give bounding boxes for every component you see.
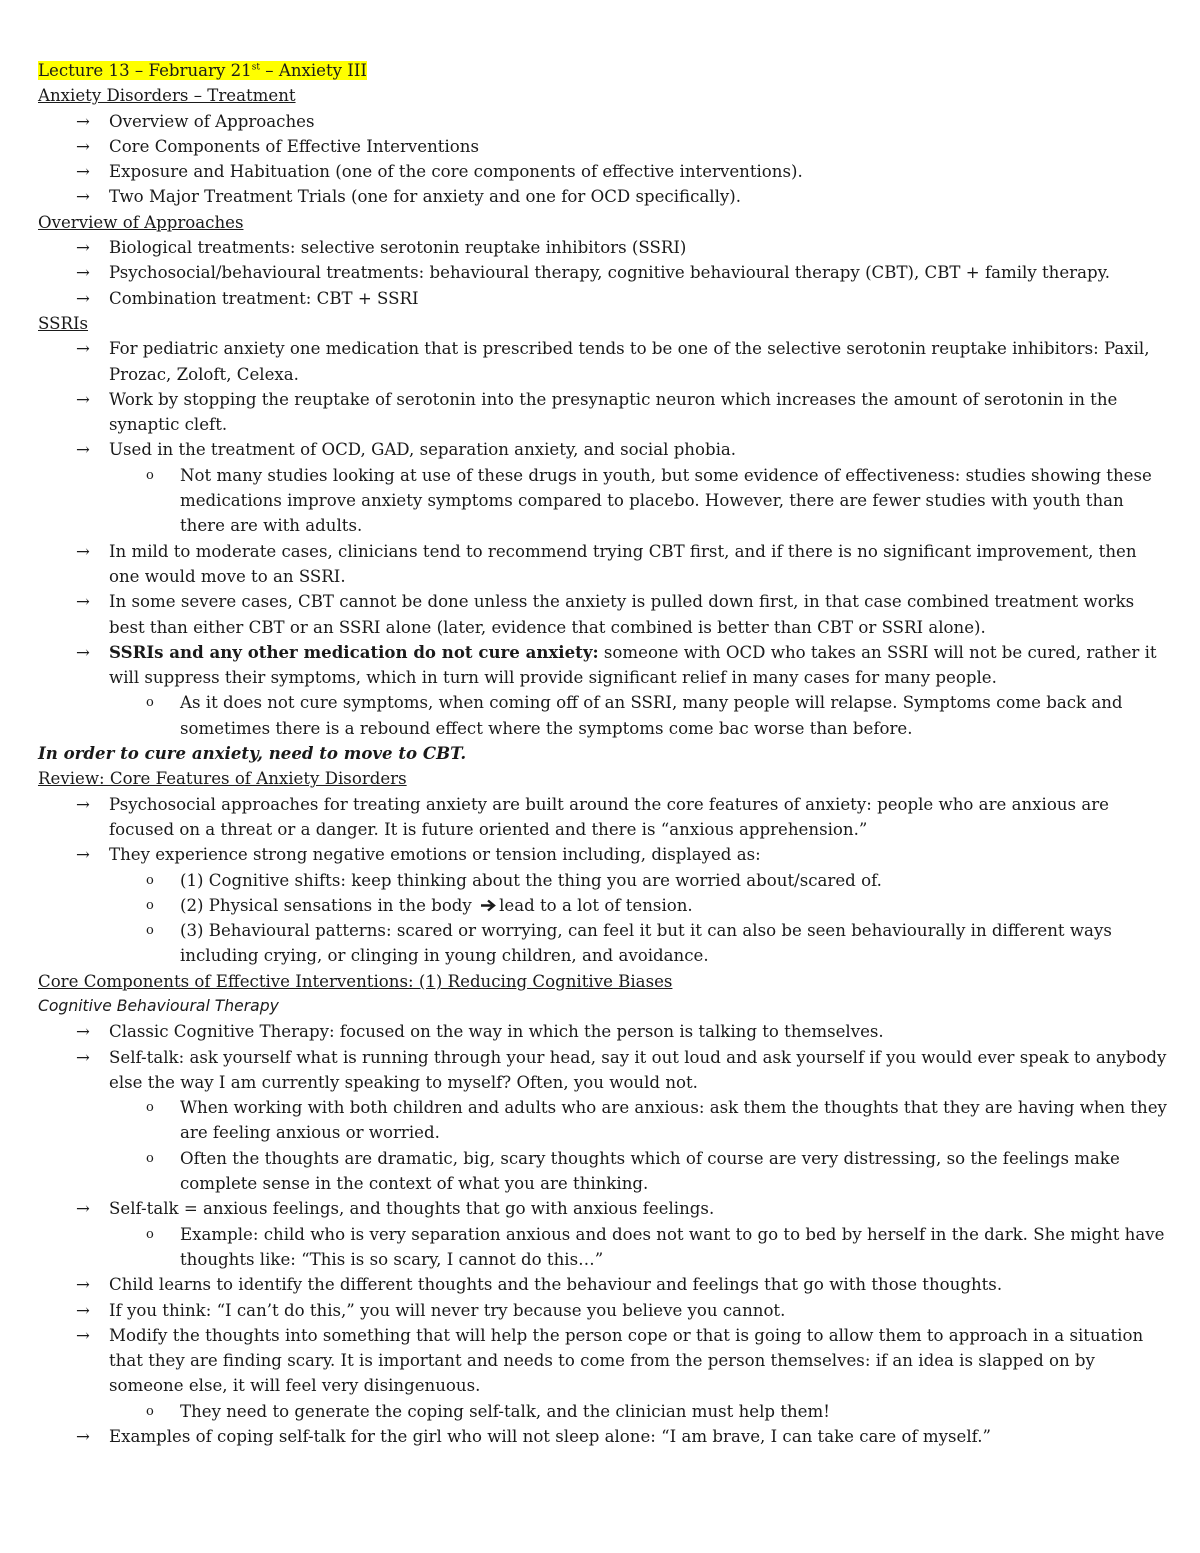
sub-list-item: o (1) Cognitive shifts: keep thinking about the thing you are worried about/scared of. (38, 868, 1168, 893)
arrow-bullet-icon: → (76, 1199, 90, 1219)
list-item: → Self-talk = anxious feelings, and thoughts that go with anxious feelings. (38, 1196, 1168, 1221)
arrow-bullet-icon: → (76, 1022, 90, 1042)
list-item: → In some severe cases, CBT cannot be done unless the anxiety is pulled down first, in that case combined treatment works best than either CBT or an SSRI alone (later, evidence that combined is better than CBT or SSRI alone). (38, 589, 1168, 640)
section-heading-treatment: Anxiety Disorders – Treatment (38, 86, 296, 106)
arrow-bullet-icon: → (76, 111, 90, 131)
sub-list-item: o Example: child who is very separation anxious and does not want to go to bed by herself in the dark. She might have thoughts like: “This is so scary, I cannot do this…” (38, 1222, 1168, 1273)
arrow-bullet-icon: → (76, 541, 90, 561)
list-item: → SSRIs and any other medication do not cure anxiety: someone with OCD who takes an SSRI will not be cured, rather it will suppress their symptoms, which in turn will provide significant relief in many cases for many people. (76, 641, 1157, 688)
list-item: → Core Components of Effective Interventions (38, 134, 1168, 159)
arrow-bullet-icon: → (76, 1325, 90, 1345)
arrow-bullet-icon: → (76, 1275, 90, 1295)
circle-bullet-icon: o (146, 1100, 154, 1116)
arrow-bullet-icon: → (76, 288, 90, 308)
arrow-bullet-icon: → (76, 187, 90, 207)
arrow-bullet-icon: → (76, 263, 90, 283)
right-arrow-icon (480, 899, 497, 912)
list-item: → Biological treatments: selective serotonin reuptake inhibitors (SSRI) (38, 235, 1168, 260)
list-item: → Used in the treatment of OCD, GAD, separation anxiety, and social phobia. (38, 437, 1168, 462)
cbt-conclusion: In order to cure anxiety, need to move to CBT. (38, 743, 467, 764)
circle-bullet-icon: o (146, 695, 154, 711)
list-item: → Modify the thoughts into something that will help the person cope or that is going to allow them to approach in a situation that they are finding scary. It is important and needs to come from the person themselves: if an idea is slapped on by someone else, it will feel very disingenuous. (38, 1323, 1168, 1399)
circle-bullet-icon: o (146, 923, 154, 939)
list-item: → If you think: “I can’t do this,” you will never try because you believe you cannot. (38, 1298, 1168, 1323)
circle-bullet-icon: o (146, 467, 154, 483)
list-item: → They experience strong negative emotions or tension including, displayed as: (38, 842, 1168, 867)
list-item: → Two Major Treatment Trials (one for anxiety and one for OCD specifically). (38, 184, 1168, 209)
section-heading-ssris: SSRIs (38, 313, 89, 333)
list-item: → Examples of coping self-talk for the girl who will not sleep alone: “I am brave, I can take care of myself.” (38, 1424, 1168, 1449)
arrow-bullet-icon: → (76, 136, 90, 156)
arrow-bullet-icon: → (76, 1300, 90, 1320)
sub-list-item: o They need to generate the coping self-talk, and the clinician must help them! (38, 1399, 1168, 1424)
circle-bullet-icon: o (146, 1150, 154, 1166)
section-heading-overview: Overview of Approaches (38, 212, 244, 232)
arrow-bullet-icon: → (76, 1047, 90, 1067)
arrow-bullet-icon: → (76, 339, 90, 359)
arrow-bullet-icon: → (76, 845, 90, 865)
list-item: → Exposure and Habituation (one of the core components of effective interventions). (38, 159, 1168, 184)
sub-list-item: o As it does not cure symptoms, when coming off of an SSRI, many people will relapse. Symptoms come back and sometimes there is a rebound effect where the symptoms come bac worse than before. (38, 690, 1168, 741)
section-heading-core-features: Review: Core Features of Anxiety Disorders (38, 769, 407, 789)
sub-list-item: o Often the thoughts are dramatic, big, scary thoughts which of course are very distressing, so the feelings make complete sense in the context of what you are thinking. (38, 1146, 1168, 1197)
list-item: → Combination treatment: CBT + SSRI (38, 286, 1168, 311)
circle-bullet-icon: o (146, 897, 154, 913)
sub-list-item: o Not many studies looking at use of these drugs in youth, but some evidence of effectiveness: studies showing these medications improve anxiety symptoms compared to placebo. However, there are fewer studies with youth than there are with adults. (38, 463, 1168, 539)
list-item: → For pediatric anxiety one medication that is prescribed tends to be one of the selective serotonin reuptake inhibitors: Paxil, Prozac, Zoloft, Celexa. (38, 336, 1168, 387)
circle-bullet-icon: o (146, 1226, 154, 1242)
arrow-bullet-icon: → (76, 794, 90, 814)
lecture-title: Lecture 13 – February 21st – Anxiety III (38, 61, 367, 80)
sub-list-item: o (3) Behavioural patterns: scared or worrying, can feel it but it can also be seen behaviourally in different ways including crying, or clinging in young children, and avoidance. (38, 918, 1168, 969)
circle-bullet-icon: o (146, 872, 154, 888)
circle-bullet-icon: o (146, 1403, 154, 1419)
list-item: → Self-talk: ask yourself what is running through your head, say it out loud and ask yourself if you would ever speak to anybody else the way I am currently speaking to myself? Often, you would not. (38, 1045, 1168, 1096)
section-heading-core-components: Core Components of Effective Interventions: (1) Reducing Cognitive Biases (38, 971, 673, 991)
lecture-title-line (38, 58, 1168, 83)
sub-list-item: o (2) Physical sensations in the body lead to a lot of tension. (38, 893, 1168, 918)
arrow-bullet-icon: → (76, 642, 90, 662)
arrow-bullet-icon: → (76, 389, 90, 409)
document-page (38, 58, 1168, 1449)
arrow-bullet-icon: → (76, 592, 90, 612)
sub-list-item: o When working with both children and adults who are anxious: ask them the thoughts that they are having when they are feeling anxious or worried. (38, 1095, 1168, 1146)
list-item: → Child learns to identify the different thoughts and the behaviour and feelings that go with those thoughts. (38, 1272, 1168, 1297)
list-item: → In mild to moderate cases, clinicians tend to recommend trying CBT first, and if there is no significant improvement, then one would move to an SSRI. (38, 539, 1168, 590)
list-item: → Classic Cognitive Therapy: focused on the way in which the person is talking to themselves. (38, 1019, 1168, 1044)
list-item: → Psychosocial approaches for treating anxiety are built around the core features of anxiety: people who are anxious are focused on a threat or a danger. It is future oriented and there is “anxious apprehension.” (38, 792, 1168, 843)
list-item: → Overview of Approaches (38, 109, 1168, 134)
arrow-bullet-icon: → (76, 238, 90, 258)
subheading-cbt: Cognitive Behavioural Therapy (38, 996, 279, 1015)
arrow-bullet-icon: → (76, 162, 90, 182)
list-item: → Work by stopping the reuptake of serotonin into the presynaptic neuron which increases the amount of serotonin in the synaptic cleft. (38, 387, 1168, 438)
arrow-bullet-icon: → (76, 1427, 90, 1447)
arrow-bullet-icon: → (76, 440, 90, 460)
list-item: → Psychosocial/behavioural treatments: behavioural therapy, cognitive behavioural therapy (CBT), CBT + family therapy. (38, 260, 1168, 285)
